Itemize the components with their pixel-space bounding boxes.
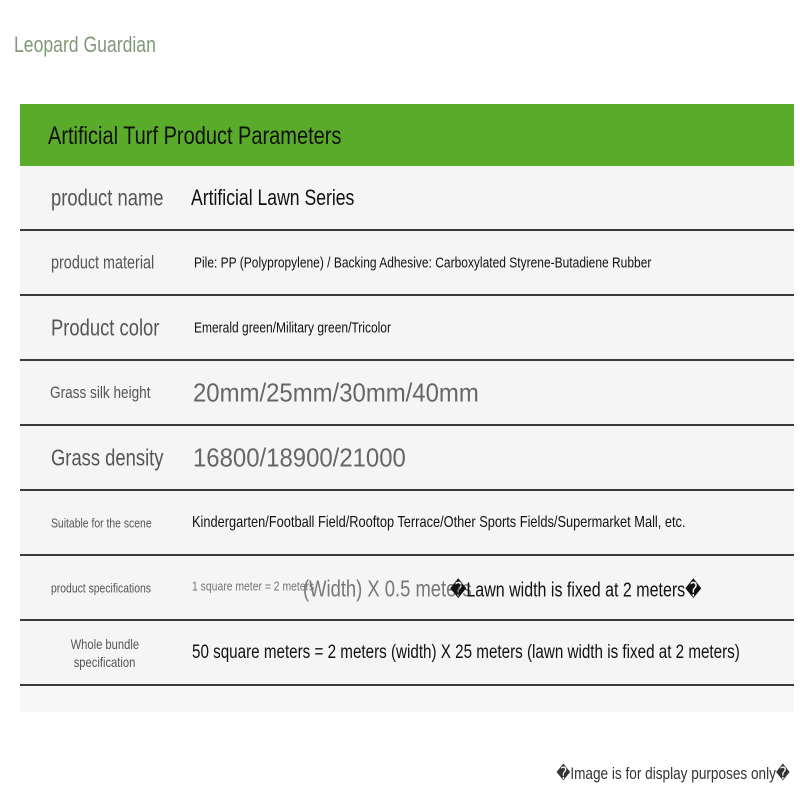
row-value-part: (Width) X 0.5 meters xyxy=(303,575,472,602)
row-value-part: 1 square meter = 2 meters xyxy=(192,578,315,594)
row-value: 20mm/25mm/30mm/40mm xyxy=(193,377,479,407)
row-label: product specifications xyxy=(51,580,152,595)
table-row xyxy=(20,621,794,686)
table-row xyxy=(20,231,794,296)
row-label: product name xyxy=(51,184,164,210)
row-label: Product color xyxy=(51,314,160,340)
display-note: �Image is for display purposes only� xyxy=(556,764,790,783)
row-value-part: �Lawn width is fixed at 2 meters� xyxy=(450,579,702,602)
row-value: Pile: PP (Polypropylene) / Backing Adhesive: Carboxylated Styrene-Butadiene Rubber xyxy=(194,254,652,271)
table-row xyxy=(20,491,794,556)
row-value: Kindergarten/Football Field/Rooftop Terrace/Other Sports Fields/Supermarket Mall, etc. xyxy=(192,513,686,531)
table-footer xyxy=(20,686,794,712)
row-label: Grass density xyxy=(51,444,164,470)
row-label: product material xyxy=(51,252,155,272)
row-value: 50 square meters = 2 meters (width) X 25 meters (lawn width is fixed at 2 meters) xyxy=(192,641,740,663)
table-row xyxy=(20,361,794,426)
table-row xyxy=(20,166,794,231)
row-label: Grass silk height xyxy=(50,382,151,402)
table-row xyxy=(20,426,794,491)
table-title: Artificial Turf Product Parameters xyxy=(48,122,342,150)
row-label: Suitable for the scene xyxy=(51,515,152,530)
table-row xyxy=(20,556,794,621)
table-header xyxy=(20,104,794,166)
row-value: Artificial Lawn Series xyxy=(191,184,355,210)
row-value: 16800/18900/21000 xyxy=(193,442,406,472)
table-row xyxy=(20,296,794,361)
brand-name: Leopard Guardian xyxy=(14,32,156,57)
row-value: Emerald green/Military green/Tricolor xyxy=(194,319,391,336)
row-label: Whole bundle specification xyxy=(70,635,139,670)
